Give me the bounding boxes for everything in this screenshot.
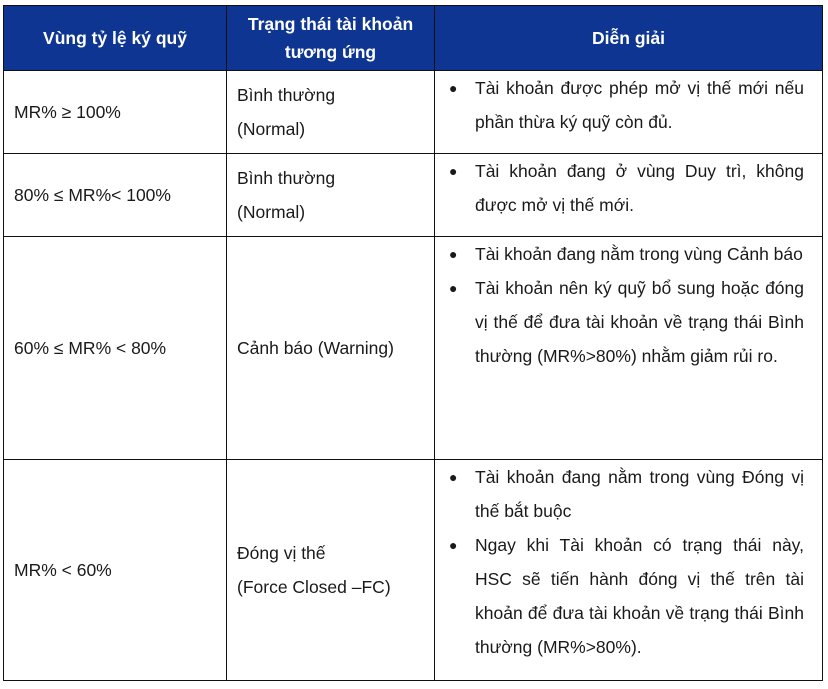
description-item: ● Tài khoản đang nằm trong vùng Cảnh báo [449, 237, 804, 271]
account-state-cell [227, 71, 435, 154]
bullet-icon: ● [449, 80, 458, 96]
margin-zone-cell: MR% < 60% [4, 460, 227, 681]
account-state-cell [227, 460, 435, 681]
description-cell [435, 237, 823, 460]
margin-zone-cell: MR% ≥ 100% [4, 71, 227, 154]
state-label-en: (Normal) [237, 202, 306, 222]
bullet-icon: ● [449, 246, 458, 262]
description-item: ● Tài khoản nên ký quỹ bổ sung hoặc đóng vị thế để đưa tài khoản về trạng thái Bình thường (MR%>80%) nhằm giảm rủi ro. [449, 271, 804, 373]
bullet-icon: ● [449, 280, 458, 296]
header-description: Diễn giải [435, 6, 823, 71]
table-row [4, 154, 823, 237]
margin-zone-cell: 60% ≤ MR% < 80% [4, 237, 227, 460]
header-margin-zone: Vùng tỷ lệ ký quỹ [4, 6, 227, 71]
state-label: Đóng vị thế [237, 543, 326, 563]
description-list [449, 237, 804, 373]
table-header-row [4, 6, 823, 71]
account-state-cell [227, 154, 435, 237]
table-row [4, 460, 823, 681]
account-state-cell [227, 237, 435, 460]
table-row [4, 71, 823, 154]
description-cell [435, 154, 823, 237]
description-cell [435, 460, 823, 681]
description-item: ● Ngay khi Tài khoản có trạng thái này, HSC sẽ tiến hành đóng vị thế trên tài khoản để đưa tài khoản về trạng thái Bình thường (MR%>80%). [449, 528, 804, 664]
bullet-icon: ● [449, 469, 458, 485]
state-label: Cảnh báo (Warning) [237, 338, 394, 358]
margin-ratio-table [3, 5, 823, 681]
description-cell [435, 71, 823, 154]
state-label-en: (Normal) [237, 119, 306, 139]
table-row [4, 237, 823, 460]
description-item: ● Tài khoản đang nằm trong vùng Đóng vị thế bắt buộc [449, 460, 804, 528]
state-label: Bình thường [237, 85, 336, 105]
description-list [449, 71, 804, 139]
description-item: ● Tài khoản được phép mở vị thế mới nếu phần thừa ký quỹ còn đủ. [449, 71, 804, 139]
description-item: ● Tài khoản đang ở vùng Duy trì, không được mở vị thế mới. [449, 154, 804, 222]
bullet-icon: ● [449, 537, 458, 553]
state-label-en: (Force Closed –FC) [237, 577, 391, 597]
description-list [449, 154, 804, 222]
description-list [449, 460, 804, 664]
header-account-state: Trạng thái tài khoản tương ứng [227, 6, 435, 71]
bullet-icon: ● [449, 163, 458, 179]
margin-zone-cell: 80% ≤ MR%< 100% [4, 154, 227, 237]
state-label: Bình thường [237, 168, 336, 188]
